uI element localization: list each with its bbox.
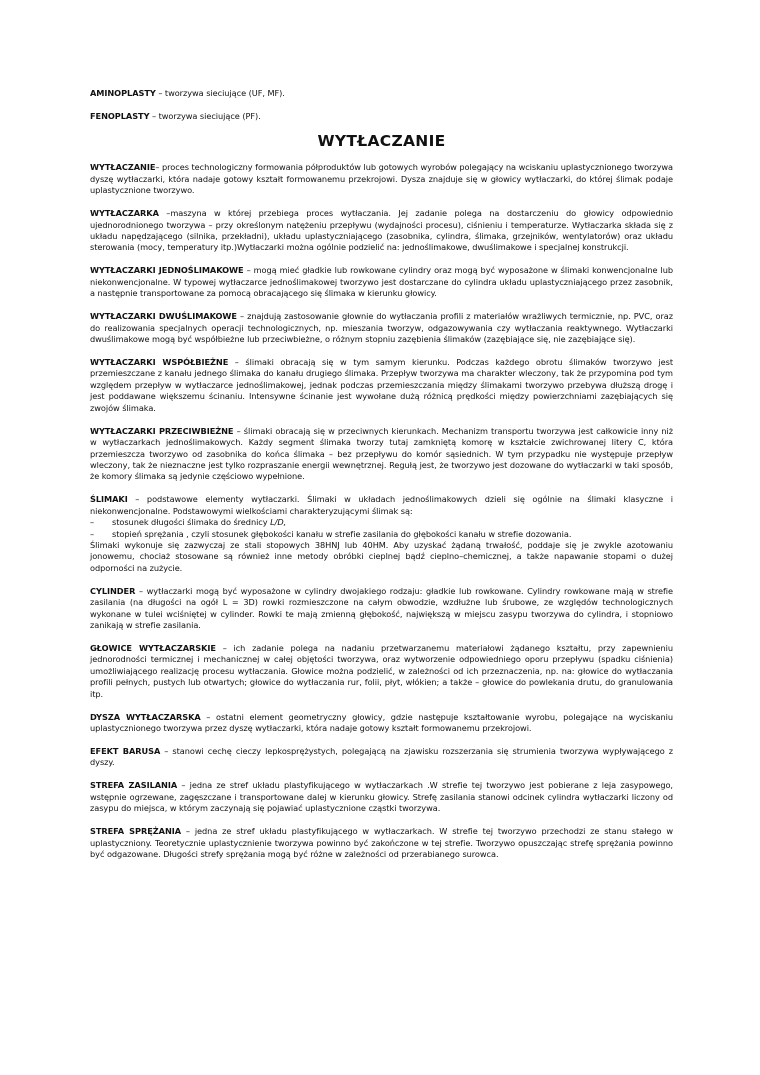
fenoplasty-paragraph [90, 111, 673, 122]
fenoplasty-text: – tworzywa sieciujące (PF). [149, 111, 261, 121]
term-wytlaczanie: WYTŁACZANIE [90, 162, 156, 173]
definition-strefa-sprezania [90, 826, 673, 860]
bullet-text-2: stopień sprężania , czyli stosunek głębokości kanału w strefie zasilania do głębokości kanału w strefie dozowania. [112, 528, 572, 539]
fenoplasty-term: FENOPLASTY [90, 111, 150, 121]
definition-przeciwbiezne [90, 426, 673, 483]
definition-cylinder [90, 586, 673, 632]
definition-glowice [90, 643, 673, 700]
text-strefa-zasilania: – jedna ze stref układu plastyfikującego w wytłaczarkach .W strefie tej tworzywo jest pobierane z leja zasypowego, wstępnie ogrzewane, zagęszczane i transportowane dalej w kierunku głowicy. Strefę zasilania stanowi odcinek cylindra wytłaczarki liczony od zasypu do miejsca, w którym zaczynają się pojawiać uplastycznione cząstki tworzywa. [90, 780, 673, 814]
term-dysza: DYSZA WYTŁACZARSKA [90, 711, 201, 722]
definition-strefa-zasilania [90, 780, 673, 814]
bullet-text-1-main: stosunek długości ślimaka do średnicy [112, 517, 271, 528]
text-wytlaczarka: –maszyna w której przebiega proces wytłaczania. Jej zadanie polega na dostarczeniu do głowicy odpowiednio ujednorodnionego tworzywa – przy określonym natężeniu przepływu (wydajności procesu), ciśnieniu i temperaturze. Wytłaczarka składa się z układu napędzającego (silnika, przekładni), układu uplastyczniającego (zasobnika, cylindra, ślimaka, grzejników, wentylatorów) oraz układu sterowania (mocy, temperatury itp.)Wytłaczarki można ogólnie podzielić na: jednoślimakowe, dwuślimakowe i specjalnej konstrukcji. [90, 208, 673, 253]
definition-dwuslimakowe [90, 311, 673, 345]
text-efekt-barusa: – stanowi cechę cieczy lepkosprężystych, polegającą na zjawisku rozszerzania się strumienia tworzywa wypływającego z dyszy. [90, 746, 673, 768]
text-strefa-sprezania: – jedna ze stref układu plastyfikującego w wytłaczarkach. W strefie tej tworzywo przechodzi ze stanu stałego w uplastyczniony. Teoretycznie uplastycznienie tworzywa powinno być zakończone w tej strefie. Tworzywo opuszczając strefę sprężania powinno być odgazowane. Długości strefy sprężania mogą być różne w zależności od przerabianego surowca. [90, 826, 673, 860]
term-glowice: GŁOWICE WYTŁACZARSKIE [90, 642, 216, 653]
term-cylinder: CYLINDER [90, 585, 136, 596]
term-strefa-zasilania: STREFA ZASILANIA [90, 780, 178, 791]
term-wytlaczarka: WYTŁACZARKA [90, 208, 159, 219]
document-page [90, 88, 673, 860]
bullet-text-1 [112, 517, 286, 528]
slimaki-bullet-2 [90, 529, 673, 540]
definition-slimaki [90, 494, 673, 517]
definition-dysza [90, 712, 673, 735]
aminoplasty-text: – tworzywa sieciujące (UF, MF). [155, 88, 285, 98]
section-heading: WYTŁACZANIE [317, 132, 446, 151]
text-dwuslimakowe: – znajdują zastosowanie głownie do wytłaczania profili z materiałów wrażliwych termicznie, np. PVC, oraz do realizowania specjalnych operacji technologicznych, np. mieszania tworzyw, odgazowywania czy wytłaczania reaktywnego. Wytłaczarki dwuślimakowe mogą być współbieżne lub przeciwbieżne, o różnym stopniu zazębienia ślimaków (zazębiające się, nie zazębiające się). [90, 311, 673, 345]
term-dwuslimakowe: WYTŁACZARKI DWUŚLIMAKOWE [90, 311, 237, 322]
definition-wspolbiezne [90, 357, 673, 414]
term-wspolbiezne: WYTŁACZARKI WSPÓŁBIEŻNE [90, 357, 229, 368]
text-dysza: – ostatni element geometryczny głowicy, gdzie następuje kształtowanie wyrobu, polegające na wyciskaniu uplastycznionego tworzywa przez dyszę wytłaczarki, która nadaje gotowy kształt formowanemu przekrojowi. [90, 711, 673, 733]
bullet-dash: – [90, 528, 95, 539]
definition-wytlaczarka [90, 208, 673, 254]
text-wytlaczanie: – proces technologiczny formowania półproduktów lub gotowych wyrobów polegający na wciskaniu uplastycznionego tworzywa dyszę wytłaczarki, która nadaje gotowy kształt formowanemu przekrojowi. Dysza znajduje się w głowicy wytłaczarki, do której ślimak podaje uplastycznione tworzywo. [90, 162, 673, 196]
text-slimaki: – podstawowe elementy wytłaczarki. Ślimaki w układach jednoślimakowych dzieli się ogólnie na ślimaki klasyczne i niekonwencjonalne. Podstawowymi wielkościami charakteryzującymi ślimak są: [90, 494, 673, 516]
text-przeciwbiezne: – ślimaki obracają się w przeciwnych kierunkach. Mechanizm transportu tworzywa jest całkowicie inny niż w wytłaczarkach jednoślimakowych. Każdy segment ślimaka tworzy tutaj zamkniętą komorę w kształcie zwichrowanej litery C, która przemieszcza tworzywo od zasobnika do końca ślimaka – bez przepływu do komór sąsiednich. W tym przypadku nie występuje przepływ wleczony, tak że nieznaczne jest tylko rozpraszanie energii wewnętrznej. Regułą jest, że tworzywo jest dozowane do wytłaczarki w taki sposób, że komory ślimaka są jedynie częściowo wypełnione. [90, 425, 673, 482]
definition-wytlaczanie [90, 162, 673, 196]
term-slimaki: ŚLIMAKI [90, 494, 128, 505]
slimaki-bullet-1 [90, 517, 673, 528]
slimaki-after-paragraph: Ślimaki wykonuje się zazwyczaj ze stali stopowych 38HNJ lub 40HM. Aby uzyskać żądaną trwałość, poddaje się je zwykle azotowaniu jonowemu, chociaż stosowane są również inne metody obróbki cieplnej bądź cieplno–chemicznej, a także napawanie stopami o dużej odporności na zużycie. [90, 539, 673, 573]
bullet-dash: – [90, 517, 95, 528]
aminoplasty-paragraph [90, 88, 673, 99]
bullet-text-1-ld: L/D, [270, 517, 287, 528]
term-jednoslimakowe: WYTŁACZARKI JEDNOŚLIMAKOWE [90, 265, 244, 276]
text-glowice: – ich zadanie polega na nadaniu przetwarzanemu materiałowi żądanego kształtu, przy zapewnieniu jednorodności termicznej i mechanicznej w całej objętości tworzywa, oraz wytworzenie odpowiedniego oporu przepływu (spadku ciśnienia) umożliwiającego realizację procesu wytłaczania. Głowice można podzielić, w zależności od ich przeznaczenia, np. na: głowice do wytłaczania profili pełnych, pustych lub otwartych; głowice do wytłaczania rur, folii, płyt, włókien; a także – głowice do powlekania drutu, do granulowania itp. [90, 642, 673, 699]
aminoplasty-term: AMINOPLASTY [90, 88, 156, 98]
text-wspolbiezne: – ślimaki obracają się w tym samym kierunku. Podczas każdego obrotu ślimaków tworzywo jest przemieszczane z kanału jednego ślimaka do kanału drugiego ślimaka. Przepływ tworzywa ma charakter wleczony, tak że przypomina pod tym względem przepływ w wytłaczarce jednoślimakowej, jednak podczas przemieszczania między ślimakami tworzywo przebywa dłuższą drogę i jest poddawane większemu ścinaniu. Intensywne ścinanie jest wywołane dużą różnicą prędkości między powierzchniami zazębiających się zwojów ślimaka. [90, 357, 673, 413]
definition-jednoslimakowe [90, 265, 673, 299]
definition-efekt-barusa [90, 746, 673, 769]
text-cylinder: – wytłaczarki mogą być wyposażone w cylindry dwojakiego rodzaju: gładkie lub rowkowane. Cylindry rowkowane mają w strefie zasilania (na długości na ogół L = 3D) rowki rozmieszczone na całym obwodzie, wzdłużne lub śrubowe, ze względów technologicznych wykonane w tulei wciśniętej w cylinder. Rowki te mają zmienną głębokość, największą w miejscu zasypu tworzywa do cylindra, i stopniowo zanikają w strefie zasilania. [90, 585, 673, 630]
term-efekt-barusa: EFEKT BARUSA [90, 746, 161, 756]
text-jednoslimakowe: – mogą mieć gładkie lub rowkowane cylindry oraz mogą być wyposażone w ślimaki konwencjonalne lub niekonwencjonalne. W typowej wytłaczarce jednoślimakowej tworzywo jest dostarczane do cylindra układu uplastyczniającego przez zasobnik, a następnie transportowane za pomocą obracającego się ślimaka w kierunku głowicy. [90, 265, 673, 299]
term-przeciwbiezne: WYTŁACZARKI PRZECIWBIEŻNE [90, 425, 234, 436]
term-strefa-sprezania: STREFA SPRĘŻANIA [90, 826, 182, 837]
